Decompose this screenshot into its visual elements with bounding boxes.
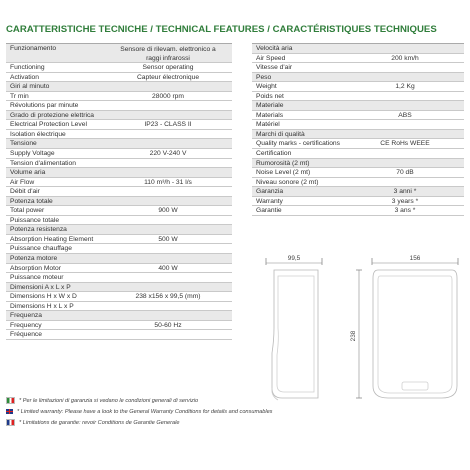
spec-value: 3 ans * [394, 207, 416, 215]
uk-flag-icon [6, 409, 13, 414]
france-flag-icon [6, 419, 15, 426]
spec-row [252, 206, 464, 216]
spec-row [6, 254, 232, 264]
spec-value: 3 anni * [393, 188, 417, 196]
spec-row [252, 101, 464, 111]
spec-row [252, 54, 464, 64]
spec-value: Sensore di rilevam. elettronico a raggi infrarossi [120, 45, 216, 62]
spec-value: 400 W [158, 264, 178, 272]
depth-dimension-label: 99,5 [287, 255, 301, 262]
height-dimension-label: 238 [350, 330, 357, 342]
spec-row [252, 149, 464, 159]
spec-value: 200 km/h [391, 54, 419, 62]
spec-label: Absorption Motor [10, 264, 61, 272]
spec-label: Matériel [256, 121, 280, 129]
spec-row [6, 235, 232, 245]
spec-label: Funzionamento [10, 45, 57, 52]
spec-row [252, 63, 464, 73]
spec-label: Peso [256, 73, 272, 81]
title-it: CARATTERISTICHE TECNICHE [6, 24, 148, 35]
title-fr: CARACTÉRISTIQUES TECHNIQUES [272, 24, 437, 35]
spec-label: Weight [256, 83, 277, 91]
note-italian [6, 395, 466, 406]
spec-row [6, 273, 232, 283]
spec-value: IP23 - CLASS II [144, 121, 192, 129]
spec-label: Puissance moteur [10, 274, 64, 282]
spec-row [252, 130, 464, 140]
dimension-drawings [252, 248, 464, 418]
spec-row [6, 178, 232, 188]
spec-label: Dimensions H x L x P [10, 302, 74, 310]
spec-label: Garanzia [256, 188, 284, 196]
spec-row [252, 197, 464, 207]
spec-value: Capteur électronique [136, 73, 200, 81]
spec-label: Noise Level (2 mt) [256, 169, 311, 177]
note-text-en: * Limited warranty: Please have a look to the General Warranty Conditions for details and consumables [17, 408, 273, 415]
spec-label: Garantie [256, 207, 282, 215]
spec-value: ABS [398, 111, 412, 119]
spec-row [252, 187, 464, 197]
spec-value: CE RoHs WEEE [380, 140, 430, 148]
warranty-notes [6, 395, 466, 428]
spec-label: Warranty [256, 197, 283, 205]
spec-value: 500 W [158, 235, 178, 243]
spec-row [6, 82, 232, 92]
dryer-drawing-svg [252, 248, 464, 418]
spec-row [6, 197, 232, 207]
spec-label: Volume aria [10, 169, 46, 177]
spec-label: Electrical Protection Level [10, 121, 87, 129]
front-view-drawing [356, 258, 458, 398]
spec-row [6, 130, 232, 140]
spec-value: 238 x156 x 99,5 (mm) [135, 293, 201, 301]
spec-label: Total power [10, 207, 45, 215]
spec-value: 3 years * [391, 197, 419, 205]
side-view-drawing [266, 258, 322, 400]
spec-row [6, 159, 232, 169]
spec-row [252, 73, 464, 83]
spec-label: Révolutions par minute [10, 102, 79, 110]
spec-label: Dimensioni A x L x P [10, 283, 71, 291]
spec-value: 50-60 Hz [154, 321, 182, 329]
spec-label: Poids net [256, 92, 284, 100]
spec-row [252, 168, 464, 178]
spec-value: 28000 rpm [152, 92, 184, 100]
spec-label: Dimensions H x W x D [10, 293, 77, 301]
spec-row [6, 330, 232, 340]
spec-label: Grado di protezione elettrica [10, 111, 95, 119]
spec-label: Giri al minuto [10, 83, 50, 91]
title-en: TECHNICAL FEATURES [155, 24, 265, 35]
spec-row [6, 244, 232, 254]
spec-label: Absorption Heating Element [10, 235, 94, 243]
spec-label: Potenza resistenza [10, 226, 67, 234]
spec-row [252, 44, 464, 54]
spec-value: 900 W [158, 207, 178, 215]
spec-row [6, 225, 232, 235]
spec-row [6, 120, 232, 130]
right-spec-table [252, 43, 464, 216]
spec-label: Materiale [256, 102, 284, 110]
spec-row [252, 159, 464, 169]
spec-row [252, 120, 464, 130]
spec-row [6, 44, 232, 63]
italy-flag-icon [6, 397, 15, 404]
spec-label: Supply Voltage [10, 150, 55, 158]
spec-label: Tr min [10, 92, 29, 100]
spec-label: Débit d'air [10, 188, 40, 196]
spec-value: 70 dB [396, 169, 414, 177]
spec-row [6, 168, 232, 178]
spec-row [6, 321, 232, 331]
page-title: CARATTERISTICHE TECNICHE / TECHNICAL FEATURES / CARACTÉRISTIQUES TECHNIQUES [6, 24, 437, 35]
spec-label: Puissance chauffage [10, 245, 72, 253]
spec-row [6, 63, 232, 73]
spec-label: Isolation électrique [10, 130, 66, 138]
spec-label: Quality marks - certifications [256, 140, 340, 148]
spec-row [6, 283, 232, 293]
spec-row [252, 139, 464, 149]
spec-row [252, 92, 464, 102]
spec-row [252, 82, 464, 92]
spec-label: Niveau sonore (2 mt) [256, 178, 319, 186]
spec-label: Rumorosità (2 mt) [256, 159, 310, 167]
spec-row [6, 139, 232, 149]
spec-label: Air Speed [256, 54, 286, 62]
spec-row [6, 216, 232, 226]
spec-row [6, 302, 232, 312]
spec-row [6, 92, 232, 102]
spec-value: 110 m³/h - 31 l/s [144, 178, 192, 186]
spec-row [6, 206, 232, 216]
spec-value: 220 V-240 V [149, 150, 187, 158]
spec-value: Sensor operating [142, 64, 194, 72]
spec-label: Velocità aria [256, 45, 293, 52]
note-french [6, 417, 466, 428]
spec-label: Certification [256, 150, 292, 158]
spec-label: Potenza motore [10, 255, 58, 263]
spec-label: Functioning [10, 64, 45, 72]
spec-row [6, 292, 232, 302]
spec-label: Puissance totale [10, 216, 60, 224]
spec-row [6, 311, 232, 321]
note-english [6, 406, 466, 417]
spec-label: Materials [256, 111, 284, 119]
spec-row [252, 178, 464, 188]
note-text-it: * Per le limitazioni di garanzia si vedano le condizioni generali di servizio [19, 397, 199, 404]
spec-value: 1,2 Kg [395, 83, 415, 91]
spec-row [6, 264, 232, 274]
spec-label: Tensione [10, 140, 37, 148]
width-dimension-label: 156 [409, 255, 421, 262]
spec-row [6, 111, 232, 121]
spec-row [6, 149, 232, 159]
spec-label: Air Flow [10, 178, 35, 186]
spec-row [6, 73, 232, 83]
left-spec-table [6, 43, 232, 340]
spec-row [252, 111, 464, 121]
spec-label: Fréquence [10, 331, 42, 339]
spec-row [6, 101, 232, 111]
spec-label: Vitesse d'air [256, 64, 293, 72]
spec-label: Potenza totale [10, 197, 53, 205]
spec-label: Marchi di qualità [256, 130, 305, 138]
note-text-fr: * Limitations de garantie: revoir Conditions de Garantie Generale [19, 419, 180, 426]
spec-label: Activation [10, 73, 39, 81]
spec-label: Frequency [10, 321, 42, 329]
spec-label: Frequenza [10, 312, 42, 320]
spec-row [6, 187, 232, 197]
spec-label: Tension d'alimentation [10, 159, 76, 167]
